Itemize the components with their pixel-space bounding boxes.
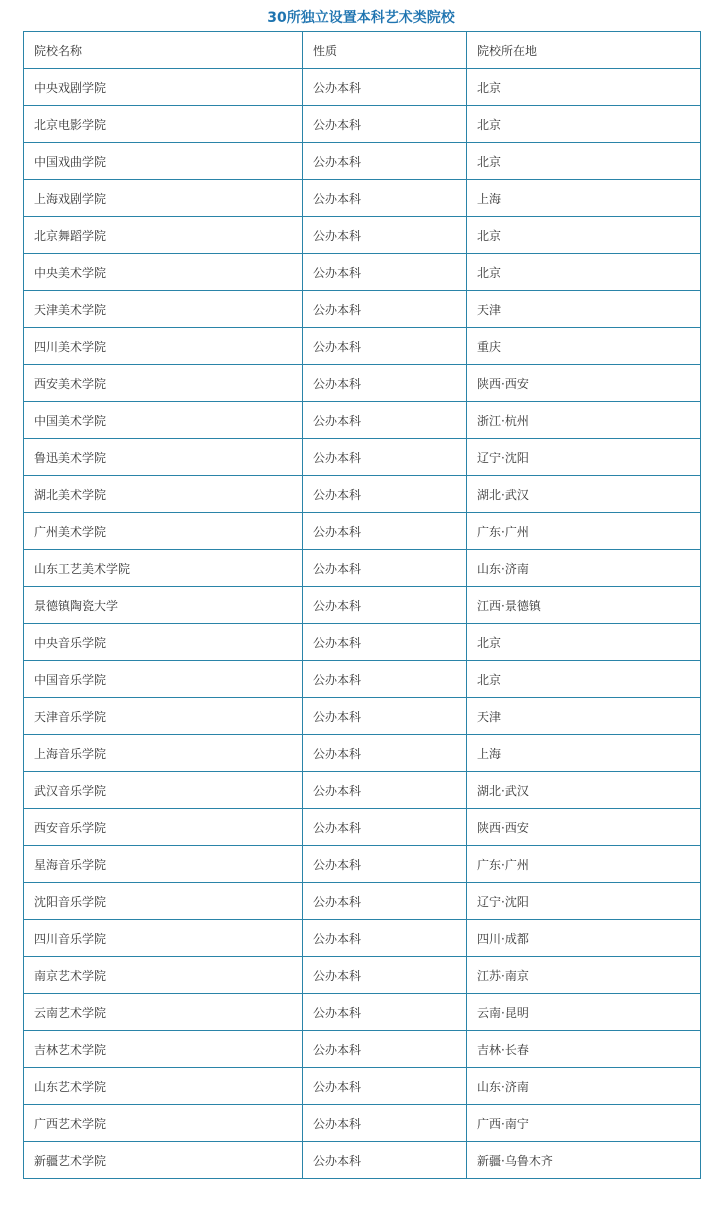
table-header-row — [24, 32, 701, 69]
location-cell: 辽宁·沈阳 — [467, 883, 701, 920]
location-cell: 山东·济南 — [467, 550, 701, 587]
table-row — [24, 587, 701, 624]
table-row — [24, 920, 701, 957]
location-cell: 湖北·武汉 — [467, 476, 701, 513]
table-row — [24, 624, 701, 661]
table-row — [24, 365, 701, 402]
type-cell: 公办本科 — [303, 698, 467, 735]
table-row — [24, 106, 701, 143]
table-row — [24, 1105, 701, 1142]
type-cell: 公办本科 — [303, 883, 467, 920]
college-name-cell: 中央戏剧学院 — [24, 69, 303, 106]
type-cell: 公办本科 — [303, 476, 467, 513]
table-title: 30所独立设置本科艺术类院校 — [267, 10, 455, 26]
college-name-cell: 中国音乐学院 — [24, 661, 303, 698]
location-cell: 重庆 — [467, 328, 701, 365]
type-cell: 公办本科 — [303, 1068, 467, 1105]
table-row — [24, 1031, 701, 1068]
table-row — [24, 143, 701, 180]
table-row — [24, 735, 701, 772]
table-row — [24, 550, 701, 587]
type-cell: 公办本科 — [303, 69, 467, 106]
college-name-cell: 鲁迅美术学院 — [24, 439, 303, 476]
colleges-table — [23, 31, 701, 1179]
table-row — [24, 846, 701, 883]
type-cell: 公办本科 — [303, 735, 467, 772]
type-cell: 公办本科 — [303, 1105, 467, 1142]
table-row — [24, 513, 701, 550]
college-name-cell: 四川美术学院 — [24, 328, 303, 365]
table-row — [24, 661, 701, 698]
table-row — [24, 698, 701, 735]
location-cell: 上海 — [467, 735, 701, 772]
college-name-cell: 云南艺术学院 — [24, 994, 303, 1031]
college-name-cell: 山东工艺美术学院 — [24, 550, 303, 587]
location-cell: 广东·广州 — [467, 513, 701, 550]
location-cell: 广东·广州 — [467, 846, 701, 883]
type-cell: 公办本科 — [303, 1142, 467, 1179]
location-cell: 云南·昆明 — [467, 994, 701, 1031]
location-cell: 天津 — [467, 291, 701, 328]
location-cell: 湖北·武汉 — [467, 772, 701, 809]
table-row — [24, 439, 701, 476]
location-cell: 陕西·西安 — [467, 809, 701, 846]
college-name-cell: 南京艺术学院 — [24, 957, 303, 994]
table-body — [24, 69, 701, 1179]
location-cell: 北京 — [467, 143, 701, 180]
type-cell: 公办本科 — [303, 180, 467, 217]
college-name-cell: 景德镇陶瓷大学 — [24, 587, 303, 624]
type-cell: 公办本科 — [303, 624, 467, 661]
table-row — [24, 291, 701, 328]
location-cell: 江苏·南京 — [467, 957, 701, 994]
location-cell: 广西·南宁 — [467, 1105, 701, 1142]
table-row — [24, 1142, 701, 1179]
college-name-cell: 星海音乐学院 — [24, 846, 303, 883]
table-row — [24, 883, 701, 920]
college-name-cell: 西安音乐学院 — [24, 809, 303, 846]
table-row — [24, 328, 701, 365]
college-name-cell: 中国戏曲学院 — [24, 143, 303, 180]
table-row — [24, 69, 701, 106]
location-cell: 陕西·西安 — [467, 365, 701, 402]
college-name-cell: 新疆艺术学院 — [24, 1142, 303, 1179]
location-cell: 上海 — [467, 180, 701, 217]
table-row — [24, 957, 701, 994]
type-cell: 公办本科 — [303, 846, 467, 883]
college-name-cell: 吉林艺术学院 — [24, 1031, 303, 1068]
type-cell: 公办本科 — [303, 402, 467, 439]
table-row — [24, 402, 701, 439]
type-cell: 公办本科 — [303, 291, 467, 328]
location-cell: 天津 — [467, 698, 701, 735]
college-name-cell: 北京舞蹈学院 — [24, 217, 303, 254]
table-row — [24, 1068, 701, 1105]
table-row — [24, 254, 701, 291]
location-cell: 江西·景德镇 — [467, 587, 701, 624]
location-cell: 浙江·杭州 — [467, 402, 701, 439]
header-location: 院校所在地 — [467, 32, 701, 69]
type-cell: 公办本科 — [303, 661, 467, 698]
college-name-cell: 四川音乐学院 — [24, 920, 303, 957]
location-cell: 北京 — [467, 624, 701, 661]
location-cell: 北京 — [467, 69, 701, 106]
type-cell: 公办本科 — [303, 1031, 467, 1068]
type-cell: 公办本科 — [303, 439, 467, 476]
college-name-cell: 中央音乐学院 — [24, 624, 303, 661]
college-name-cell: 上海戏剧学院 — [24, 180, 303, 217]
college-name-cell: 山东艺术学院 — [24, 1068, 303, 1105]
college-name-cell: 西安美术学院 — [24, 365, 303, 402]
type-cell: 公办本科 — [303, 143, 467, 180]
table-row — [24, 772, 701, 809]
type-cell: 公办本科 — [303, 994, 467, 1031]
location-cell: 新疆·乌鲁木齐 — [467, 1142, 701, 1179]
type-cell: 公办本科 — [303, 217, 467, 254]
location-cell: 北京 — [467, 217, 701, 254]
type-cell: 公办本科 — [303, 365, 467, 402]
type-cell: 公办本科 — [303, 957, 467, 994]
type-cell: 公办本科 — [303, 920, 467, 957]
location-cell: 北京 — [467, 661, 701, 698]
type-cell: 公办本科 — [303, 254, 467, 291]
college-name-cell: 广西艺术学院 — [24, 1105, 303, 1142]
header-type: 性质 — [303, 32, 467, 69]
table-row — [24, 180, 701, 217]
table-row — [24, 476, 701, 513]
college-name-cell: 武汉音乐学院 — [24, 772, 303, 809]
college-name-cell: 北京电影学院 — [24, 106, 303, 143]
college-name-cell: 广州美术学院 — [24, 513, 303, 550]
table-row — [24, 994, 701, 1031]
header-college-name: 院校名称 — [24, 32, 303, 69]
college-name-cell: 天津美术学院 — [24, 291, 303, 328]
type-cell: 公办本科 — [303, 772, 467, 809]
location-cell: 北京 — [467, 106, 701, 143]
type-cell: 公办本科 — [303, 106, 467, 143]
location-cell: 四川·成都 — [467, 920, 701, 957]
college-name-cell: 上海音乐学院 — [24, 735, 303, 772]
type-cell: 公办本科 — [303, 587, 467, 624]
location-cell: 北京 — [467, 254, 701, 291]
location-cell: 山东·济南 — [467, 1068, 701, 1105]
type-cell: 公办本科 — [303, 513, 467, 550]
college-name-cell: 中央美术学院 — [24, 254, 303, 291]
location-cell: 辽宁·沈阳 — [467, 439, 701, 476]
table-row — [24, 809, 701, 846]
type-cell: 公办本科 — [303, 328, 467, 365]
college-name-cell: 中国美术学院 — [24, 402, 303, 439]
type-cell: 公办本科 — [303, 809, 467, 846]
college-name-cell: 沈阳音乐学院 — [24, 883, 303, 920]
type-cell: 公办本科 — [303, 550, 467, 587]
college-name-cell: 湖北美术学院 — [24, 476, 303, 513]
college-name-cell: 天津音乐学院 — [24, 698, 303, 735]
location-cell: 吉林·长春 — [467, 1031, 701, 1068]
table-row — [24, 217, 701, 254]
